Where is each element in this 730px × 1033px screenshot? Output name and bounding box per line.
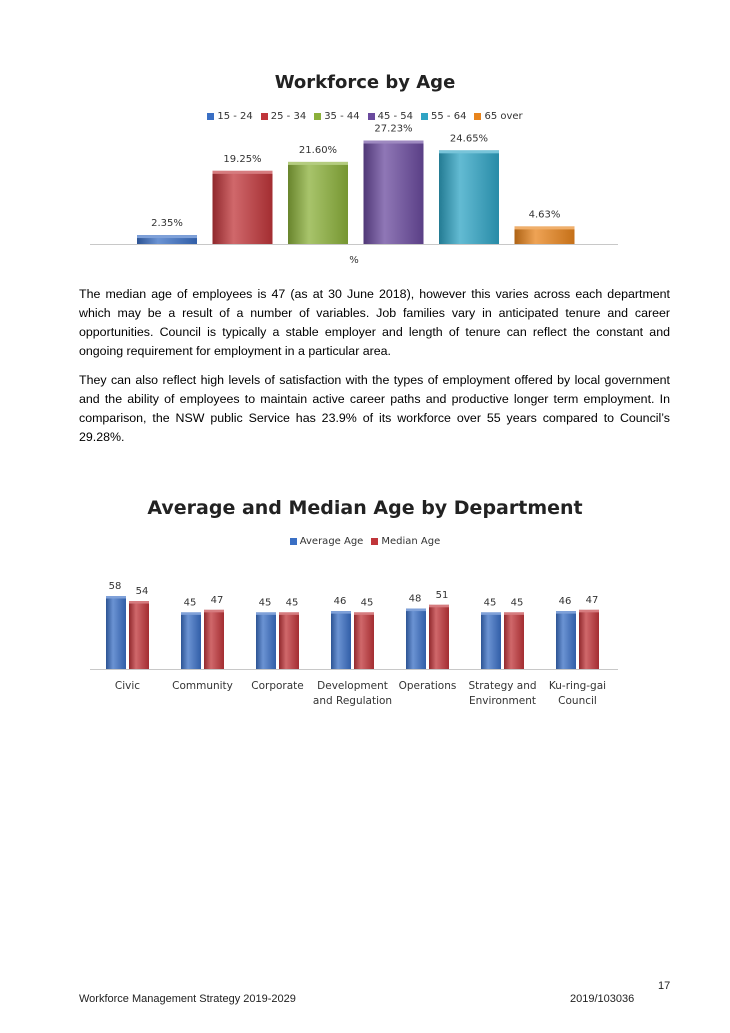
chart2-bar bbox=[504, 612, 524, 669]
chart1-legend-swatch bbox=[261, 113, 268, 120]
chart1-x-axis-label: % bbox=[349, 255, 359, 266]
chart2-data-label: 46 bbox=[333, 596, 347, 608]
chart2-data-label: 46 bbox=[558, 596, 572, 608]
chart1-data-label: 19.25% bbox=[223, 153, 262, 165]
chart2-bar-top bbox=[204, 610, 224, 613]
chart2-category-label: and Regulation bbox=[312, 695, 393, 707]
chart1-legend-swatch bbox=[314, 113, 321, 120]
chart1-legend-swatch bbox=[474, 113, 481, 120]
chart2-legend bbox=[0, 536, 730, 547]
paragraph-2: They can also reflect high levels of satisfaction with the types of employment offered by local government and the ability of employees to maintain active career paths and productive longer term employment. In comparison, the NSW public Service has 23.9% of its workforce over 55 years compared to Council’s 29.28%. bbox=[79, 373, 670, 444]
chart2-bar-top bbox=[481, 612, 501, 615]
chart1-bar-top bbox=[213, 171, 273, 174]
chart1-legend-label: 15 - 24 bbox=[217, 111, 253, 122]
footer-reference: 2019/103036 bbox=[570, 993, 635, 1005]
chart2-bar bbox=[129, 601, 149, 669]
chart2-category-label: Environment bbox=[468, 695, 537, 707]
chart2-category-label: Council bbox=[558, 695, 597, 707]
chart2-legend-label: Median Age bbox=[381, 536, 441, 547]
chart1-data-label: 27.23% bbox=[374, 123, 413, 135]
chart2-category-label: Development bbox=[317, 680, 388, 692]
chart2-bar bbox=[429, 605, 449, 669]
chart2-bar bbox=[204, 610, 224, 669]
chart2-data-label: 45 bbox=[483, 597, 497, 609]
chart2-bar-top bbox=[579, 610, 599, 613]
chart1-legend-label: 35 - 44 bbox=[324, 111, 360, 122]
chart1-legend-swatch bbox=[421, 113, 428, 120]
chart2-bar-top bbox=[406, 609, 426, 612]
chart2-legend-item bbox=[290, 536, 364, 547]
chart2-category-label: Civic bbox=[114, 680, 141, 692]
chart1-legend-swatch bbox=[207, 113, 214, 120]
paragraph-1: The median age of employees is 47 (as at 30 June 2018), however this varies across each department which may be a result of a number of variables. Job families vary in anticipated tenure and career opportunities. Council is typically a stable employer and length of tenure can reflect the constant and ongoing requirement for employment in a particular area. bbox=[79, 287, 670, 358]
chart1-data-label: 21.60% bbox=[298, 144, 338, 156]
chart2-bar bbox=[481, 612, 501, 669]
chart2-bar bbox=[579, 610, 599, 669]
chart2-bar-top bbox=[504, 612, 524, 615]
chart1-title: Workforce by Age bbox=[274, 72, 456, 93]
page-number: 17 bbox=[658, 980, 671, 992]
chart2-bar bbox=[279, 612, 299, 669]
chart1-bar-top bbox=[137, 235, 197, 238]
chart2-bar bbox=[331, 611, 351, 669]
chart2-data-label: 45 bbox=[285, 597, 299, 609]
chart1-bar-top bbox=[364, 141, 424, 144]
chart2-bar-top bbox=[181, 612, 201, 615]
chart2-legend-swatch bbox=[290, 538, 297, 545]
chart2-data-label: 48 bbox=[408, 593, 422, 605]
chart2-data-label: 45 bbox=[510, 597, 524, 609]
chart2-category-label: Corporate bbox=[251, 680, 304, 692]
chart2-data-label: 47 bbox=[585, 594, 599, 606]
chart2-data-label: 54 bbox=[135, 586, 149, 598]
chart1-bar bbox=[439, 150, 499, 244]
chart2-data-label: 58 bbox=[108, 581, 122, 592]
chart2-bar-top bbox=[256, 612, 276, 615]
chart2-bar bbox=[556, 611, 576, 669]
chart2-bar bbox=[406, 609, 426, 669]
chart1-legend-label: 45 - 54 bbox=[377, 111, 414, 122]
chart2-bar bbox=[106, 596, 126, 669]
chart2-data-label: 45 bbox=[258, 597, 272, 609]
chart2-legend-swatch bbox=[371, 538, 378, 545]
chart1-bar-top bbox=[439, 150, 499, 153]
chart2-bar-top bbox=[129, 601, 149, 604]
chart2-data-label: 51 bbox=[435, 589, 449, 601]
chart2-bar-top bbox=[354, 612, 374, 615]
chart2-data-label: 45 bbox=[183, 597, 197, 609]
chart1-bar bbox=[364, 141, 424, 244]
chart1-data-label: 4.63% bbox=[528, 209, 561, 221]
chart1-bar bbox=[213, 171, 273, 244]
chart1-plot bbox=[0, 120, 730, 280]
chart2-data-label: 47 bbox=[210, 594, 224, 606]
chart2-plot bbox=[0, 560, 730, 720]
chart2-bar bbox=[256, 612, 276, 669]
chart2-data-label: 45 bbox=[360, 597, 374, 609]
chart2-legend-label: Average Age bbox=[299, 536, 364, 547]
chart1-bar bbox=[288, 162, 348, 244]
chart1-legend-label: 65 over bbox=[484, 111, 523, 122]
chart2-bar bbox=[354, 612, 374, 669]
chart1-legend-label: 55 - 64 bbox=[431, 111, 467, 122]
chart1-data-label: 2.35% bbox=[151, 218, 183, 230]
chart2-legend-item bbox=[371, 536, 440, 547]
chart1-bar-top bbox=[515, 226, 575, 229]
chart2-category-label: Ku-ring-gai bbox=[548, 680, 607, 692]
chart2-bar-top bbox=[556, 611, 576, 614]
chart1-legend-label: 25 - 34 bbox=[270, 111, 307, 122]
chart2-bar-top bbox=[279, 612, 299, 615]
chart2-bar-top bbox=[331, 611, 351, 614]
chart1-bar-top bbox=[288, 162, 348, 165]
footer-document-title: Workforce Management Strategy 2019-2029 bbox=[79, 993, 296, 1005]
chart2-category-label: Operations bbox=[398, 680, 457, 692]
chart2-bar-top bbox=[106, 596, 126, 599]
chart1-data-label: 24.65% bbox=[449, 133, 489, 145]
chart2-category-label: Strategy and bbox=[468, 680, 537, 692]
chart1-legend-swatch bbox=[368, 113, 375, 120]
chart2-bar-top bbox=[429, 605, 449, 608]
chart2-category-label: Community bbox=[172, 680, 233, 692]
chart2-title: Average and Median Age by Department bbox=[147, 497, 583, 519]
chart2-bar bbox=[181, 612, 201, 669]
